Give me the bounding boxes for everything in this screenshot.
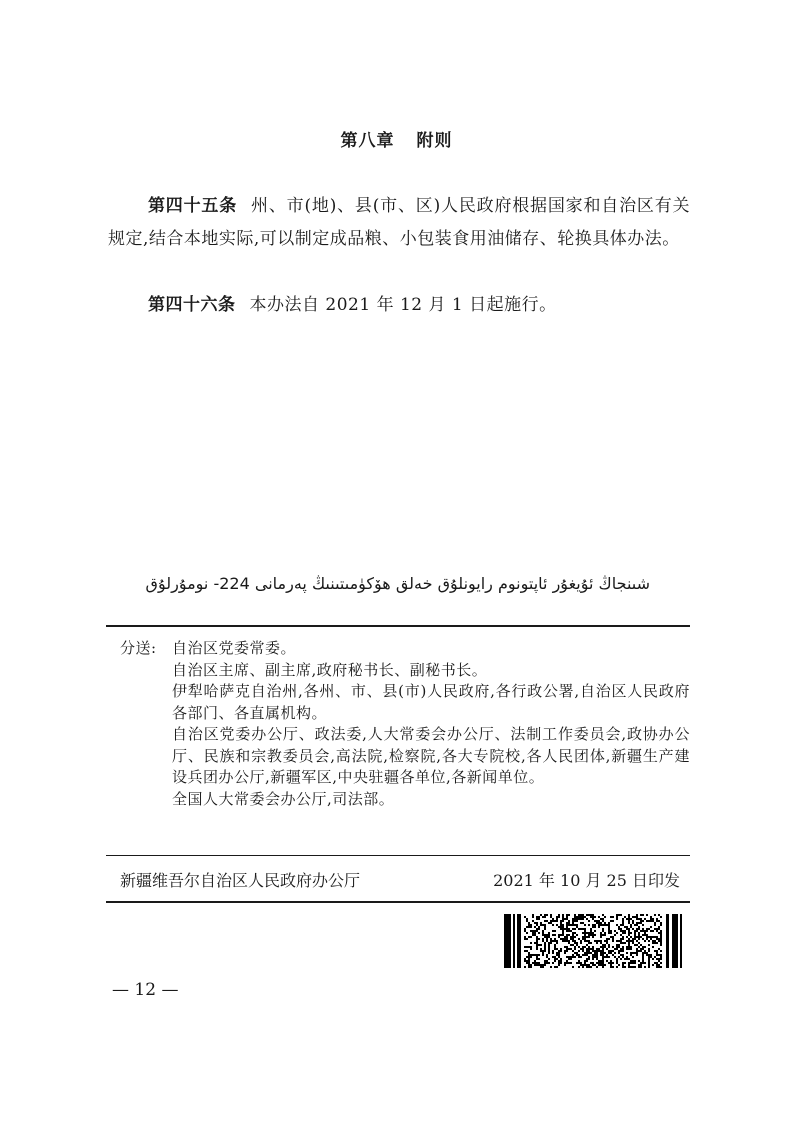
distribution-line: 自治区党委办公厅、政法委,人大常委会办公厅、法制工作委员会,政协办公厅、民族和宗教委员会,高法院,检察院,各大专院校,各人民团体,新疆生产建设兵团办公厅,新疆军区,中央驻疆各单位,各新闻单位。 bbox=[172, 725, 690, 786]
issuer-row bbox=[120, 868, 680, 891]
uyghur-decree-line: شىنجاڭ ئۇيغۇر ئاپتونوم رايونلۇق خەلق ھۆكۈمىتىنىڭ پەرمانى 224- نومۇرلۇق bbox=[145, 574, 650, 593]
article-46 bbox=[108, 289, 690, 322]
distribution-line: 伊犁哈萨克自治州,各州、市、县(市)人民政府,各行政公署,自治区人民政府各部门、各直属机构。 bbox=[172, 682, 690, 722]
bottom-rule bbox=[106, 901, 690, 903]
chapter-heading bbox=[0, 126, 793, 151]
distribution-line: 自治区党委常委。 bbox=[172, 639, 297, 657]
distribution-list bbox=[120, 638, 690, 810]
issuer-name: 新疆维吾尔自治区人民政府办公厅 bbox=[120, 871, 361, 890]
article-text: 本办法自 2021 年 12 月 1 日起施行。 bbox=[249, 295, 557, 315]
article-number: 第四十六条 bbox=[148, 295, 236, 315]
distribution-label: 分送: bbox=[120, 639, 157, 657]
page-number: — 12 — bbox=[112, 980, 179, 1000]
top-rule bbox=[106, 625, 690, 627]
article-45 bbox=[108, 190, 690, 256]
chapter-number: 第八章 bbox=[340, 131, 395, 151]
distribution-line: 自治区主席、副主席,政府秘书长、副秘书长。 bbox=[172, 660, 488, 679]
issue-date: 2021 年 10 月 25 日印发 bbox=[493, 871, 680, 890]
distribution-line: 全国人大常委会办公厅,司法部。 bbox=[172, 789, 395, 808]
article-text: 州、市(地)、县(市、区)人民政府根据国家和自治区有关规定,结合本地实际,可以制定成品粮、小包装食用油储存、轮换具体办法。 bbox=[108, 196, 691, 249]
barcode-image bbox=[496, 914, 688, 968]
article-number: 第四十五条 bbox=[148, 196, 238, 216]
chapter-title: 附则 bbox=[416, 131, 453, 151]
middle-rule bbox=[106, 855, 690, 856]
